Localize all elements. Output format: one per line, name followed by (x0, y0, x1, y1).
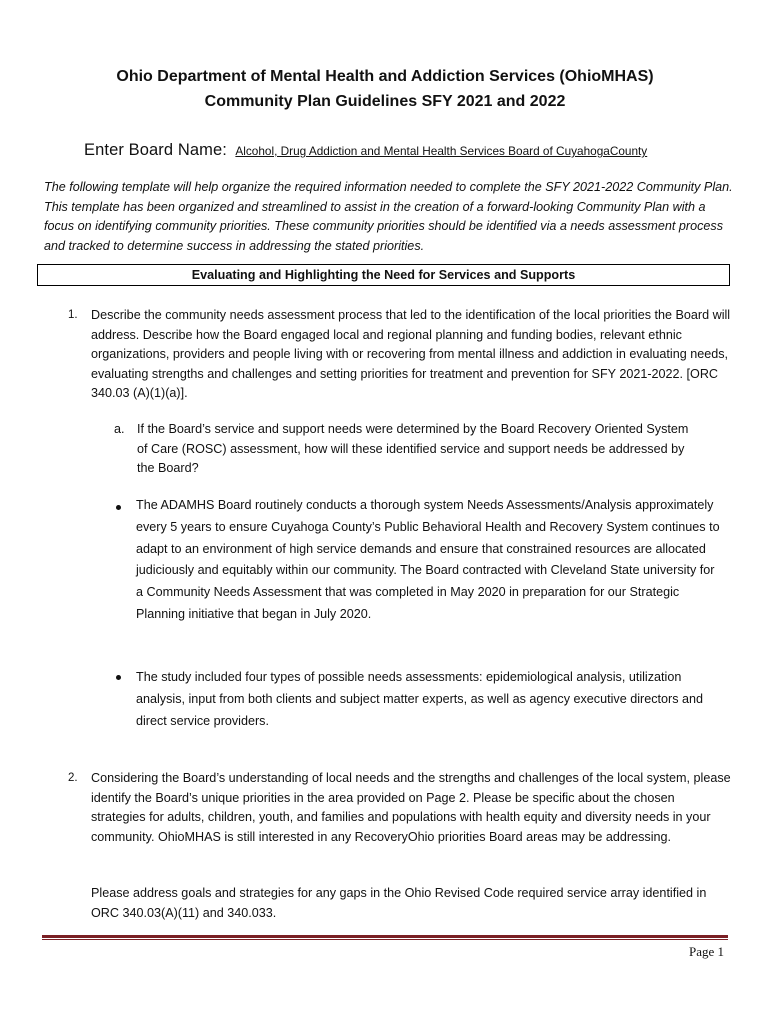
answer-bullet-1[interactable]: The ADAMHS Board routinely conducts a thorough system Needs Assessments/Analysis approximately every 5 years to ensure Cuyahoga County’s Public Behavioral Health and Recovery System continues to adapt to an environment of high service demands and ensure that constrained resources are allocated judiciously and equitably within our community. The Board contracted with Cleveland State university for a Community Needs Assessment that was completed in May 2020 in preparation for our Strategic Planning initiative that began in July 2020. (136, 498, 720, 621)
board-name-row (84, 141, 647, 160)
document-title-line-1: Ohio Department of Mental Health and Addiction Services (OhioMHAS) (116, 68, 654, 85)
question-1-number: 1. (68, 309, 78, 321)
question-1a-text: If the Board’s service and support needs were determined by the Board Recovery Oriented System of Care (ROSC) assessment, how will these identified service and support needs be addressed by the Board? (137, 422, 689, 475)
question-2-text: Considering the Board’s understanding of local needs and the strengths and challenges of the local system, please identify the Board’s unique priorities in the area provided on Page 2. Please be specific about the chosen strategies for adults, children, youth, and families and populations with health equity and diversity needs in your community. OhioMHAS is still interested in any RecoveryOhio priorities Board areas may be addressing. (91, 771, 731, 844)
question-2-number: 2. (68, 772, 78, 784)
page-number: Page 1 (688, 944, 724, 959)
question-2-extra-text: Please address goals and strategies for any gaps in the Ohio Revised Code required service array identified in ORC 340.03(A)(11) and 340.033. (91, 886, 707, 920)
board-name-field[interactable]: Alcohol, Drug Addiction and Mental Health Services Board of CuyahogaCounty (235, 144, 648, 158)
document-title-line-2: Community Plan Guidelines SFY 2021 and 2022 (204, 93, 566, 110)
intro-paragraph: The following template will help organize the required information needed to complete the SFY 2021-2022 Community Plan. This template has been organized and streamlined to assist in the creation of a forward-looking Community Plan with a focus on identifying community priorities. These community priorities should be identified via a needs assessment process and tracked to determine success in addressing the stated priorities. (44, 180, 733, 253)
bullet-icon (116, 675, 121, 680)
bullet-icon (116, 505, 121, 510)
answer-bullet-2[interactable]: The study included four types of possible needs assessments: epidemiological analysis, utilization analysis, input from both clients and subject matter experts, as well as agency executive directors and direct service providers. (136, 670, 704, 728)
section-heading: Evaluating and Highlighting the Need for Services and Supports (37, 264, 730, 286)
question-1a-letter: a. (114, 422, 125, 436)
question-1-text: Describe the community needs assessment process that led to the identification of the local priorities the Board will address. Describe how the Board engaged local and regional planning and funding bodies, relevant ethnic organizations, providers and people living with or recovering from mental illness and addiction in evaluating needs, evaluating strengths and challenges and setting priorities for treatment and prevention for SFY 2021-2022. [ORC 340.03 (A)(1)(a)]. (91, 308, 731, 400)
footer-rule (42, 935, 728, 938)
footer-rule-thin (42, 939, 728, 940)
board-name-label: Enter Board Name: (84, 141, 227, 159)
